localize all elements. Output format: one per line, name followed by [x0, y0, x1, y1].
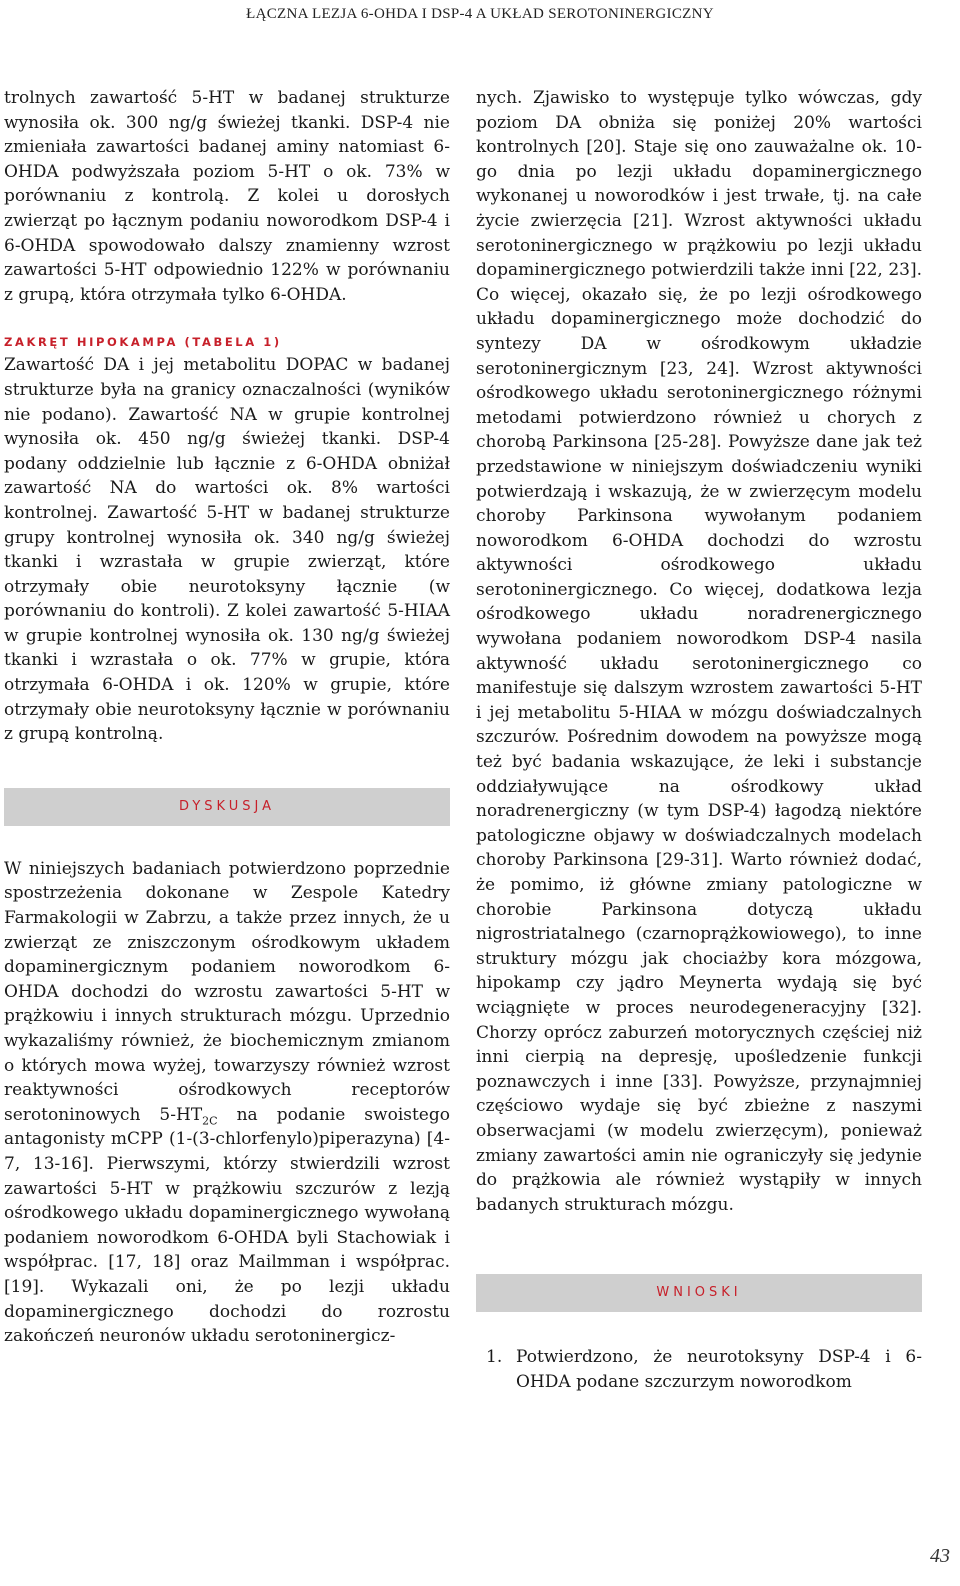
- conclusion-text: Potwierdzono, że neurotoksyny DSP-4 i 6-OHDA podane szczurzym noworodkom: [516, 1347, 922, 1392]
- conclusion-number: 1.: [486, 1347, 503, 1368]
- discussion-text-part1: W niniejszych badaniach potwierdzono poprzednie spostrzeżenia dokonane w Zespole Katedry Farmakologii w Zabrzu, a także przez innych, że u zwierząt ze zniszczonym ośrodkowym układem dopaminergicznym podaniem noworodkom 6-OHDA dochodzi do wzrostu zawartości 5-HT w prążkowiu i innych strukturach mózgu. Uprzednio wykazaliśmy również, że biochemicznym zmianom o których mowa wyżej, towarzyszy również wzrost reaktywności ośrodkowych receptorów serotoninowych 5-HT: [4, 858, 450, 1125]
- right-column: [476, 86, 922, 1395]
- left-column: [4, 86, 450, 1349]
- conclusions-heading: WNIOSKI: [476, 1274, 922, 1312]
- discussion-text-part2: na podanie swoistego antagonisty mCPP (1-(3-chlorfenylo)piperazyna) [4-7, 13-16]. Pierwszymi, którzy stwierdzili wzrost zawartości 5-HT w prążkowiu szczurów z lezją ośrodkowego układu dopaminergicznego wywołaną podaniem noworodkom 6-OHDA byli Stachowiak i współprac. [17, 18] oraz Mailmman i współprac. [19]. Wykazali oni, że po lezji układu dopaminergicznego dochodzi do rozrostu zakończeń neuronów układu serotoninergicz-: [4, 1104, 450, 1347]
- running-header: ŁĄCZNA LEZJA 6-OHDA I DSP-4 A UKŁAD SEROTONINERGICZNY: [246, 6, 714, 22]
- page-number: 43: [930, 1545, 950, 1567]
- conclusion-item: [476, 1345, 922, 1394]
- discussion-continued-paragraph: nych. Zjawisko to występuje tylko wówczas, gdy poziom DA obniża się poniżej 20% wartości kontrolnych [20]. Staje się ono zauważalne ok. 10-go dnia po lezji układu dopaminergicznego wykonanej u noworodków i jest trwałe, tj. na całe życie zwierzęcia [21]. Wzrost aktywności układu serotoninergicznego w prążkowiu po lezji układu dopaminergicznego potwierdzili także inni [22, 23]. Co więcej, okazało się, że po lezji ośrodkowego układu dopaminergicznego może dochodzić do syntezy DA w ośrodkowym układzie serotoninergicznym [23, 24]. Wzrost aktywności ośrodkowego układu serotoninergicznego różnymi metodami potwierdzono również u chorych z chorobą Parkinsona [25-28]. Powyższe dane jak też przedstawione w niniejszym doświadczeniu wyniki potwierdzają i wskazują, że w zwierzęcym modelu choroby Parkinsona wywołanym podaniem noworodkom 6-OHDA dochodzi do wzrostu aktywności ośrodkowego układu serotoninergicznego. Co więcej, dodatkowa lezja ośrodkowego układu noradrenergicznego wywołana podaniem noworodkom DSP-4 nasila aktywność układu serotoninergicznego co manifestuje się dalszym wzrostem zawartości 5-HT i jej metabolitu 5-HIAA w mózgu doświadczalnych szczurów. Pośrednim dowodem na powyższe mogą też być badania wskazujące, że leki i substancje oddziaływujące na ośrodkowy układ noradrenergiczny (w tym DSP-4) łagodzą niektóre patologiczne objawy w doświadczalnych modelach choroby Parkinsona [29-31]. Warto również dodać, że pomimo, iż główne zmiany patologiczne w chorobie Parkinsona dotyczą układu nigrostriatalnego (czarnoprążkowiowego), to inne struktury mózgu jak chociażby kora mózgowa, hipokamp czy jądro Meynerta wydają się być wciągnięte w proces neurodegeneracyjny [32]. Chorzy oprócz zaburzeń motorycznych częściej niż inni cierpią na depresję, upośledzenie funkcji poznawczych i inne [33]. Powyższe, przynajmniej częściowo wydaje się być zbieżne z naszymi obserwacjami (w modelu zwierzęcym), ponieważ zmiany zawartości amin nie ograniczyły się jedynie do prążkowia ale również wystąpiły w innych badanych strukturach mózgu.: [476, 88, 922, 1215]
- hippocampus-heading: ZAKRĘT HIPOKAMPA (TABELA 1): [4, 335, 282, 350]
- intro-paragraph: trolnych zawartość 5-HT w badanej strukturze wynosiła ok. 300 ng/g świeżej tkanki. DSP-4 nie zmieniała zawartości badanej aminy natomiast 6-OHDA podwyższała poziom 5-HT o ok. 73% w porównaniu z kontrolą. Z kolei u dorosłych zwierząt po łącznym podaniu noworodkom DSP-4 i 6-OHDA spowodowało dalszy znamienny wzrost zawartości 5-HT odpowiednio 122% w porównaniu z grupą, która otrzymała tylko 6-OHDA.: [4, 88, 450, 305]
- hippocampus-paragraph: Zawartość DA i jej metabolitu DOPAC w badanej strukturze była na granicy oznaczalności (wyników nie podano). Zawartość NA w grupie kontrolnej wynosiła ok. 450 ng/g świeżej tkanki. DSP-4 podany oddzielnie lub łącznie z 6-OHDA obniżał zawartość NA do wartości ok. 8% wartości kontrolnej. Zawartość 5-HT w badanej strukturze grupy kontrolnej wynosiła ok. 340 ng/g świeżej tkanki i wzrastała w grupie zwierząt, które otrzymały obie neurotoksyny łącznie (w porównaniu do kontroli). Z kolei zawartość 5-HIAA w grupie kontrolnej wynosiła ok. 130 ng/g świeżej tkanki i wzrastała o ok. 77% w grupie, która otrzymała 6-OHDA i ok. 120% w grupie, które otrzymały obie neurotoksyny łącznie w porównaniu z grupą kontrolną.: [4, 355, 450, 745]
- discussion-heading: DYSKUSJA: [4, 788, 450, 826]
- discussion-paragraph: [4, 857, 450, 1349]
- receptor-subscript: 2C: [202, 1114, 218, 1128]
